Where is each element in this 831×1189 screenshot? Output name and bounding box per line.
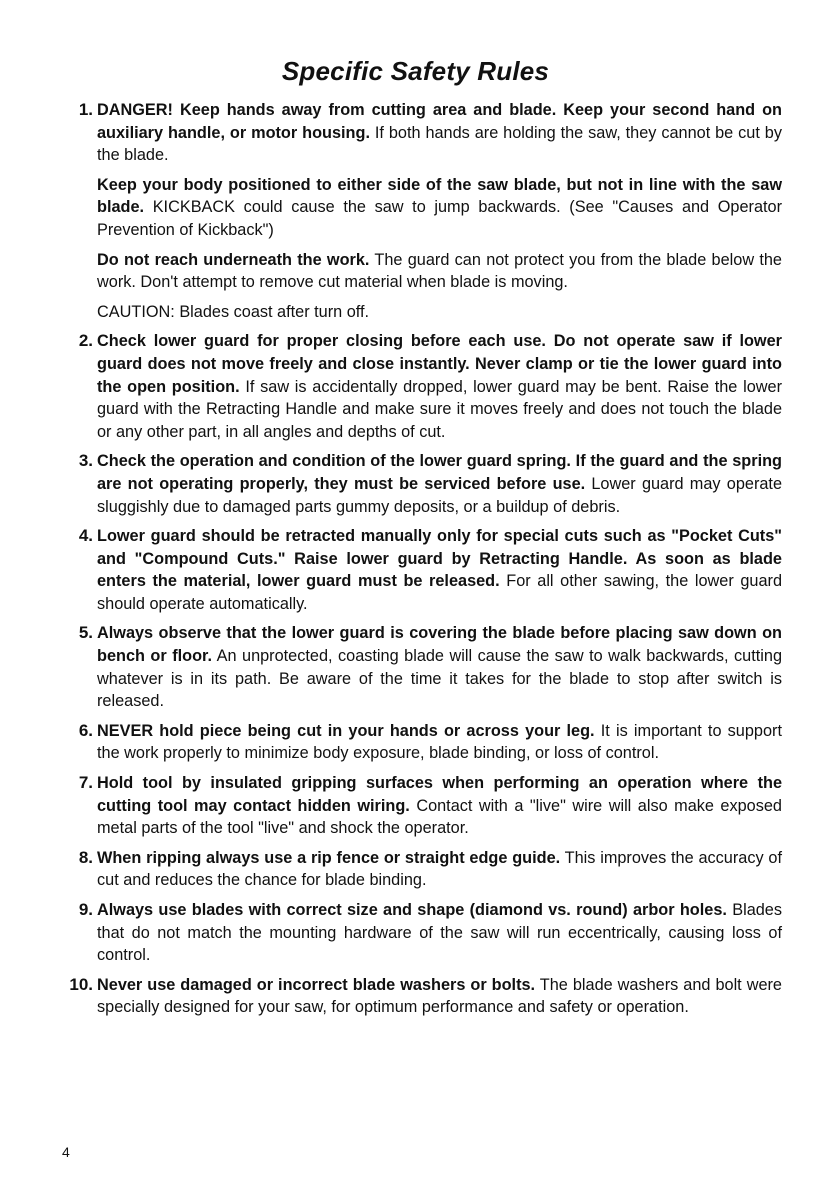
rule-paragraph	[97, 330, 782, 443]
rule-paragraph	[97, 249, 782, 294]
rule-paragraph	[97, 899, 782, 967]
rule-emphasis-text: Do not reach underneath the work.	[97, 250, 370, 269]
rule-body-text: Lower guard may operate sluggishly due to damaged parts gummy deposits, or a buildup of debris.	[97, 474, 782, 516]
rule-number: 4.	[78, 526, 93, 546]
rule-emphasis-text: DANGER! Keep hands away from cutting area and blade. Keep your second hand on auxiliary handle, or motor housing.	[97, 101, 782, 142]
rule-number: 1.	[78, 100, 93, 119]
rule-emphasis-text: Check lower guard for proper closing before each use. Do not operate saw if lower guard does not move freely and close instantly. Never clamp or tie the lower guard into the open position.	[97, 332, 782, 396]
rule-number: 9.	[78, 900, 93, 919]
page-number: 4	[62, 1144, 70, 1160]
safety-rule	[60, 772, 782, 840]
page-title: Specific Safety Rules	[281, 56, 550, 86]
rule-number: 2.	[78, 331, 93, 351]
safety-rule	[60, 974, 782, 1019]
rule-emphasis-text: NEVER hold piece being cut in your hands or across your leg.	[97, 721, 595, 740]
safety-rule	[60, 847, 782, 892]
rule-body-text: KICKBACK could cause the saw to jump backwards. (See "Causes and Operator Prevention of Kickback")	[97, 198, 782, 239]
rule-number: 10.	[69, 974, 93, 994]
rule-body-text: CAUTION: Blades coast after turn off.	[97, 302, 370, 321]
rule-paragraph	[97, 301, 782, 324]
rule-paragraph	[97, 847, 782, 892]
rule-number: 6.	[78, 720, 93, 740]
safety-rule	[60, 899, 782, 967]
rule-body-text: It is important to support the work properly to minimize body exposure, blade binding, or loss of control.	[97, 721, 782, 763]
rule-number: 7.	[78, 773, 93, 793]
rule-body-text: This improves the accuracy of cut and reduces the chance for blade binding.	[97, 848, 782, 890]
rule-emphasis-text: Lower guard should be retracted manually only for special cuts such as "Pocket Cuts" and "Compound Cuts." Raise lower guard by Retracting Handle. As soon as blade enters the material, lower guard must be released.	[97, 527, 782, 591]
safety-rule	[60, 525, 782, 615]
safety-rule	[60, 622, 782, 712]
safety-rule	[60, 450, 782, 518]
rule-emphasis-text: Never use damaged or incorrect blade washers or bolts.	[97, 975, 536, 994]
rule-paragraph	[97, 99, 782, 167]
rule-paragraph	[97, 174, 782, 242]
rule-body-text: For all other sawing, the lower guard should operate automatically.	[97, 572, 782, 613]
rule-emphasis-text: Always use blades with correct size and shape (diamond vs. round) arbor holes.	[97, 901, 727, 919]
rule-emphasis-text: Always observe that the lower guard is covering the blade before placing saw down on bench or floor.	[97, 624, 782, 666]
rule-emphasis-text: Keep your body positioned to either side of the saw blade, but not in line with the saw blade.	[97, 175, 782, 217]
rule-body-text: Blades that do not match the mounting hardware of the saw will run eccentrically, causing loss of control.	[97, 901, 782, 965]
rule-body-text: The blade washers and bolt were specially designed for your saw, for optimum performance and safety or operation.	[97, 975, 782, 1017]
rule-number: 8.	[78, 847, 93, 867]
rule-paragraph	[97, 720, 782, 765]
rule-body-text: An unprotected, coasting blade will cause the saw to walk backwards, cutting whatever is in its path. Be aware of the time it takes for the blade to stop after switch is released.	[97, 647, 782, 711]
safety-rule	[60, 330, 782, 443]
rule-number: 5.	[78, 623, 93, 643]
rule-paragraph	[97, 525, 782, 615]
rule-paragraph	[97, 974, 782, 1019]
rule-paragraph	[97, 450, 782, 518]
rule-emphasis-text: Hold tool by insulated gripping surfaces when performing an operation where the cutting tool may contact hidden wiring.	[97, 774, 782, 815]
rule-body-text: The guard can not protect you from the blade below the work. Don't attempt to remove cut material when blade is moving.	[97, 250, 782, 292]
rule-number: 3.	[78, 451, 93, 471]
rule-body-text: Contact with a "live" wire will also make exposed metal parts of the tool "live" and shock the operator.	[97, 796, 782, 838]
rule-emphasis-text: Check the operation and condition of the lower guard spring. If the guard and the spring are not operating properly, they must be serviced before use.	[97, 452, 782, 493]
rule-body-text: If both hands are holding the saw, they cannot be cut by the blade.	[97, 123, 782, 165]
rule-paragraph	[97, 622, 782, 712]
rule-emphasis-text: When ripping always use a rip fence or straight edge guide.	[97, 848, 561, 867]
safety-rule	[60, 99, 782, 323]
safety-rules-list	[60, 99, 782, 1026]
safety-rule	[60, 720, 782, 765]
rule-body-text: If saw is accidentally dropped, lower guard may be bent. Raise the lower guard with the Retracting Handle and make sure it moves freely and does not touch the blade or any other part, in all angles and depths of cut.	[97, 377, 783, 441]
rule-paragraph	[97, 772, 782, 840]
